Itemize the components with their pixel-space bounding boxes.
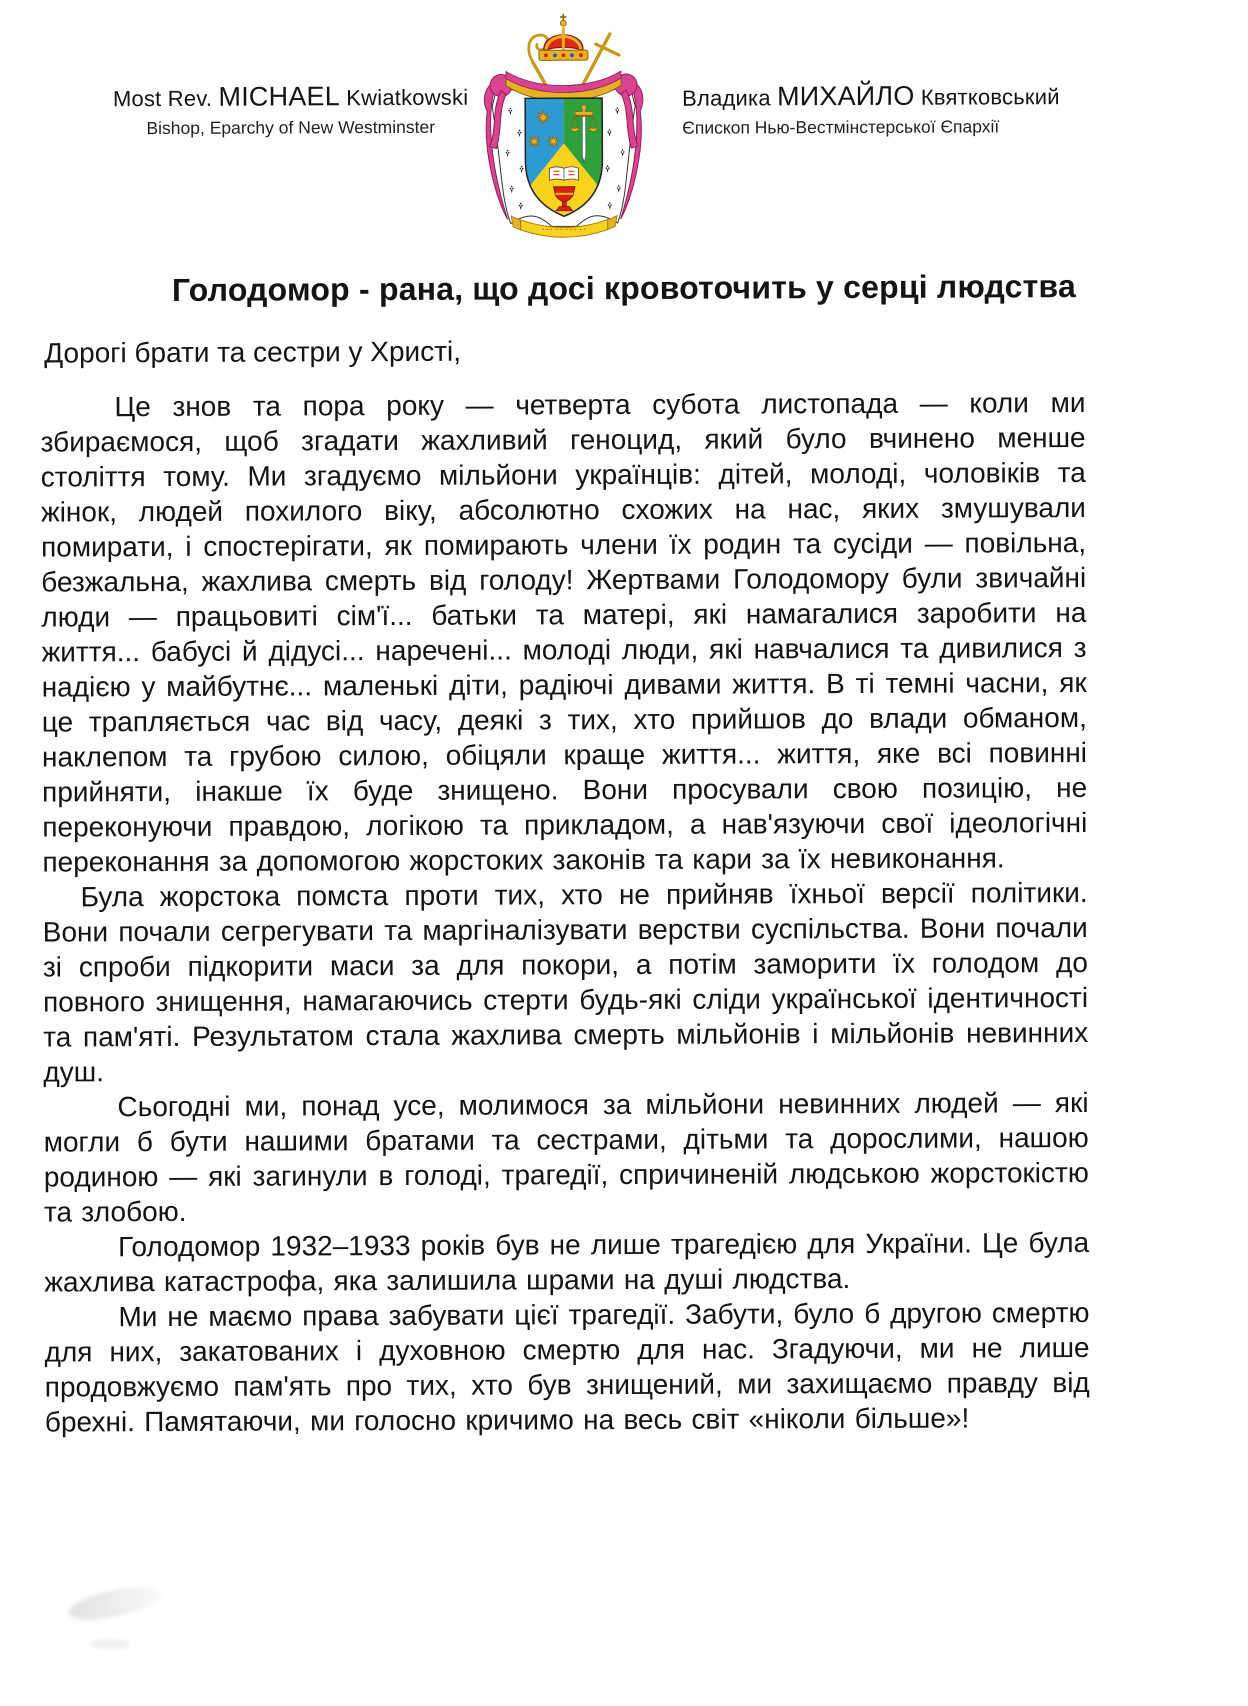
letterhead bbox=[0, 0, 1248, 255]
sender-name-ukrainian bbox=[682, 82, 1112, 142]
letter-title: Голодомор - рана, що досі кровоточить у серці людства bbox=[171, 268, 1076, 308]
paragraph-5: Ми не маємо права забувати цієї трагедії. Забути, було б другою смертю для них, закатованих і духовною смертю для нас. Згадуючи, ми не лише продовжуємо пам'ять про тих, хто був знищений, ми захищаємо правду від брехні. Памятаючи, ми голосно кричимо на весь світ «ніколи більше»! bbox=[44, 1296, 1090, 1438]
bishop-role-uk: Єпископ Нью-Вестмінстерської Єпархії bbox=[682, 116, 1000, 138]
scan-smudge bbox=[66, 1580, 164, 1626]
bishop-title-prefix-en: Most Rev. bbox=[112, 85, 219, 112]
paragraph-3: Сьогодні ми, понад усе, молимося за мільйони невинних людей — які могли б бути нашими братами та сестрами, дітьми та дорослими, нашою родиною — які загинули в голоді, трагедії, спричиненій людською жорстокістю та злобою. bbox=[43, 1086, 1089, 1228]
letter-body bbox=[40, 331, 1090, 1440]
bishop-firstname-en: MICHAEL bbox=[218, 81, 340, 112]
salutation: Дорогі брати та сестри у Христі, bbox=[44, 335, 462, 369]
paragraph-4: Голодомор 1932–1933 років був не лише трагедією для України. Це була жахлива катастрофа, яка залишила шрами на душі людства. bbox=[44, 1226, 1090, 1298]
scan-smudge bbox=[90, 1639, 130, 1649]
coat-of-arms bbox=[476, 10, 653, 243]
bishop-role-en: Bishop, Eparchy of New Westminster bbox=[146, 116, 436, 139]
sender-name-english bbox=[103, 83, 478, 143]
bishop-surname-uk: Квятковський bbox=[914, 84, 1060, 110]
coat-of-arms-emblem bbox=[476, 10, 653, 243]
bishop-title-prefix-uk: Владика bbox=[682, 85, 778, 111]
star-icon bbox=[536, 110, 550, 124]
bishop-firstname-uk: МИХАЙЛО bbox=[776, 80, 915, 112]
bishop-name-uk bbox=[682, 82, 1112, 112]
bishop-surname-en: Kwiatkowski bbox=[339, 84, 469, 111]
bishop-name-en bbox=[103, 83, 478, 113]
star-icon bbox=[528, 135, 541, 148]
paragraph-2: Була жорстока помста проти тих, хто не прийняв їхньої версії політики. Вони почали сегрегувати та маргіналізувати верстви суспільства. Вони почали зі спроби підкорити маси за для покори, а потім заморити їх голодом до повного знищення, намагаючись стерти будь-які сліди української ідентичності та пам'яті. Результатом стала жахлива смерть мільйонів і мільйонів невинних душ. bbox=[42, 876, 1089, 1088]
motto-microtext: ·•·•·•··•·•··•·•·•··•·•· bbox=[540, 226, 588, 232]
book-icon bbox=[549, 167, 578, 181]
star-icon bbox=[547, 135, 560, 148]
paragraph-1: Це знов та пора року — четверта субота листопада — коли ми збираємося, щоб згадати жахливий геноцид, який було вчинено менше століття тому. Ми згадуємо мільйони українців: дітей, молоді, чоловіків та жінок, людей похилого віку, абсолютно схожих на нас, яких змушували помирати, і спостерігати, як помирають члени їх родин та сусіди — повільна, безжальна, жахлива смерть від голоду! Жертвами Голодомору були звичайні люди — працьовиті сім'ї... батьки та матері, які намагалися заробити на життя... бабусі й дідусі... наречені... молоді люди, які навчалися та дивилися з надією у майбутнє... маленькі діти, радіючі дивами життя. В ті темні часни, як це трапляється час від часу, деякі з тих, хто прийшов до влади обманом, наклепом та грубою силою, обіцяли краще життя... життя, яке всі повинні прийняти, інакше їх буде знищено. Вони просували свою позицію, не переконуючи правдою, логікою та прикладом, а нав'язуючи свої ідеологічні переконання за допомогою жорстоких законів та кари за їх невиконання. bbox=[40, 386, 1088, 878]
